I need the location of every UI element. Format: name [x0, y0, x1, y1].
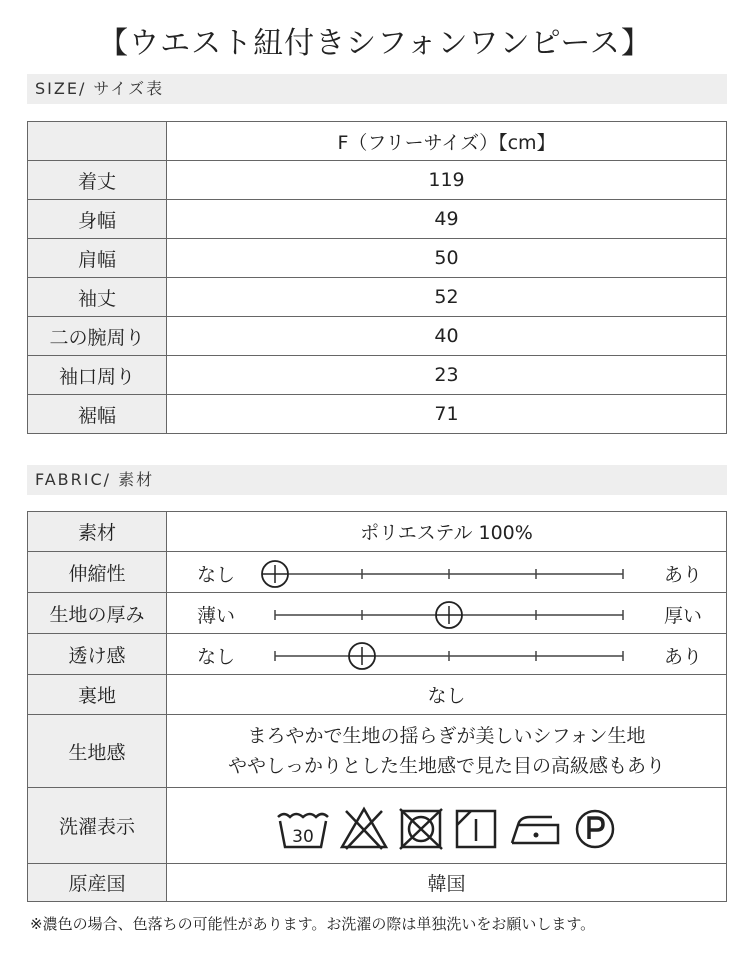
scale-track: [167, 552, 727, 592]
table-row: [28, 239, 727, 278]
table-row: [28, 278, 727, 317]
row-label: 身幅: [28, 200, 167, 239]
material-value: ポリエステル 100%: [167, 512, 727, 552]
row-label: 原産国: [28, 864, 167, 902]
fabric-table: [27, 511, 727, 902]
scale-track: [167, 634, 727, 674]
row-label: 裾幅: [28, 395, 167, 434]
row-label: 生地の厚み: [28, 593, 167, 634]
scale-right-label: あり: [663, 646, 702, 668]
scale-track: [167, 593, 727, 633]
table-header-row: [28, 122, 727, 161]
wash-30-icon: [274, 803, 332, 853]
row-value: 71: [167, 395, 727, 434]
size-column-header: F（フリーサイズ）【cm】: [167, 122, 727, 161]
scale-cell: [167, 634, 727, 675]
row-label: 裏地: [28, 675, 167, 715]
row-label: 洗濯表示: [28, 788, 167, 864]
no-bleach-icon: [338, 803, 390, 853]
size-section-heading: SIZE/ サイズ表: [27, 74, 727, 104]
fabric-feel-cell: [167, 715, 727, 788]
row-label: 袖丈: [28, 278, 167, 317]
scale-cell: [167, 593, 727, 634]
row-label: 着丈: [28, 161, 167, 200]
iron-low-icon: [506, 803, 564, 853]
table-row: [28, 864, 727, 902]
scale-cell: [167, 552, 727, 593]
scale-right-label: あり: [663, 564, 702, 586]
table-row: [28, 715, 727, 788]
thickness-scale: [167, 593, 726, 633]
wash-temp-text: 30: [291, 826, 314, 847]
row-label: 素材: [28, 512, 167, 552]
table-row: [28, 317, 727, 356]
row-label: 肩幅: [28, 239, 167, 278]
table-row: [28, 395, 727, 434]
table-row: [28, 200, 727, 239]
fabric-feel-line: まろやかで生地の揺らぎが美しいシフォン生地: [247, 725, 646, 747]
table-row: [28, 552, 727, 593]
row-label: 二の腕周り: [28, 317, 167, 356]
row-label: 袖口周り: [28, 356, 167, 395]
stretch-scale: [167, 552, 726, 592]
fabric-feel-line: ややしっかりとした生地感で見た目の高級感もあり: [227, 755, 665, 777]
origin-value: 韓国: [167, 864, 727, 902]
row-label: 伸縮性: [28, 552, 167, 593]
scale-left-label: なし: [197, 564, 236, 586]
size-table: [27, 121, 727, 434]
fabric-section-heading: FABRIC/ 素材: [27, 465, 727, 495]
dry-clean-p-icon: [570, 803, 620, 853]
row-label: 生地感: [28, 715, 167, 788]
table-row: [28, 634, 727, 675]
row-value: 50: [167, 239, 727, 278]
line-dry-shade-icon: [452, 803, 500, 853]
scale-right-label: 厚い: [663, 605, 702, 627]
table-row: [28, 356, 727, 395]
scale-left-label: なし: [197, 646, 236, 668]
no-tumble-dry-icon: [396, 803, 446, 853]
row-value: 52: [167, 278, 727, 317]
table-row: [28, 512, 727, 552]
row-label: 透け感: [28, 634, 167, 675]
table-corner-cell: [28, 122, 167, 161]
row-value: 119: [167, 161, 727, 200]
table-row: [28, 161, 727, 200]
scale-left-label: 薄い: [197, 605, 236, 627]
row-value: 49: [167, 200, 727, 239]
row-value: 23: [167, 356, 727, 395]
page-title: 【ウエスト紐付きシフォンワンピース】: [98, 26, 652, 61]
sheerness-scale: [167, 634, 726, 674]
row-value: 40: [167, 317, 727, 356]
table-row: [28, 593, 727, 634]
table-row: [28, 788, 727, 864]
care-note: ※濃色の場合、色落ちの可能性があります。お洗濯の際は単独洗いをお願いします。: [30, 915, 596, 933]
care-symbols: [167, 799, 726, 853]
lining-value: なし: [167, 675, 727, 715]
table-row: [28, 675, 727, 715]
care-symbols-cell: [167, 788, 727, 864]
